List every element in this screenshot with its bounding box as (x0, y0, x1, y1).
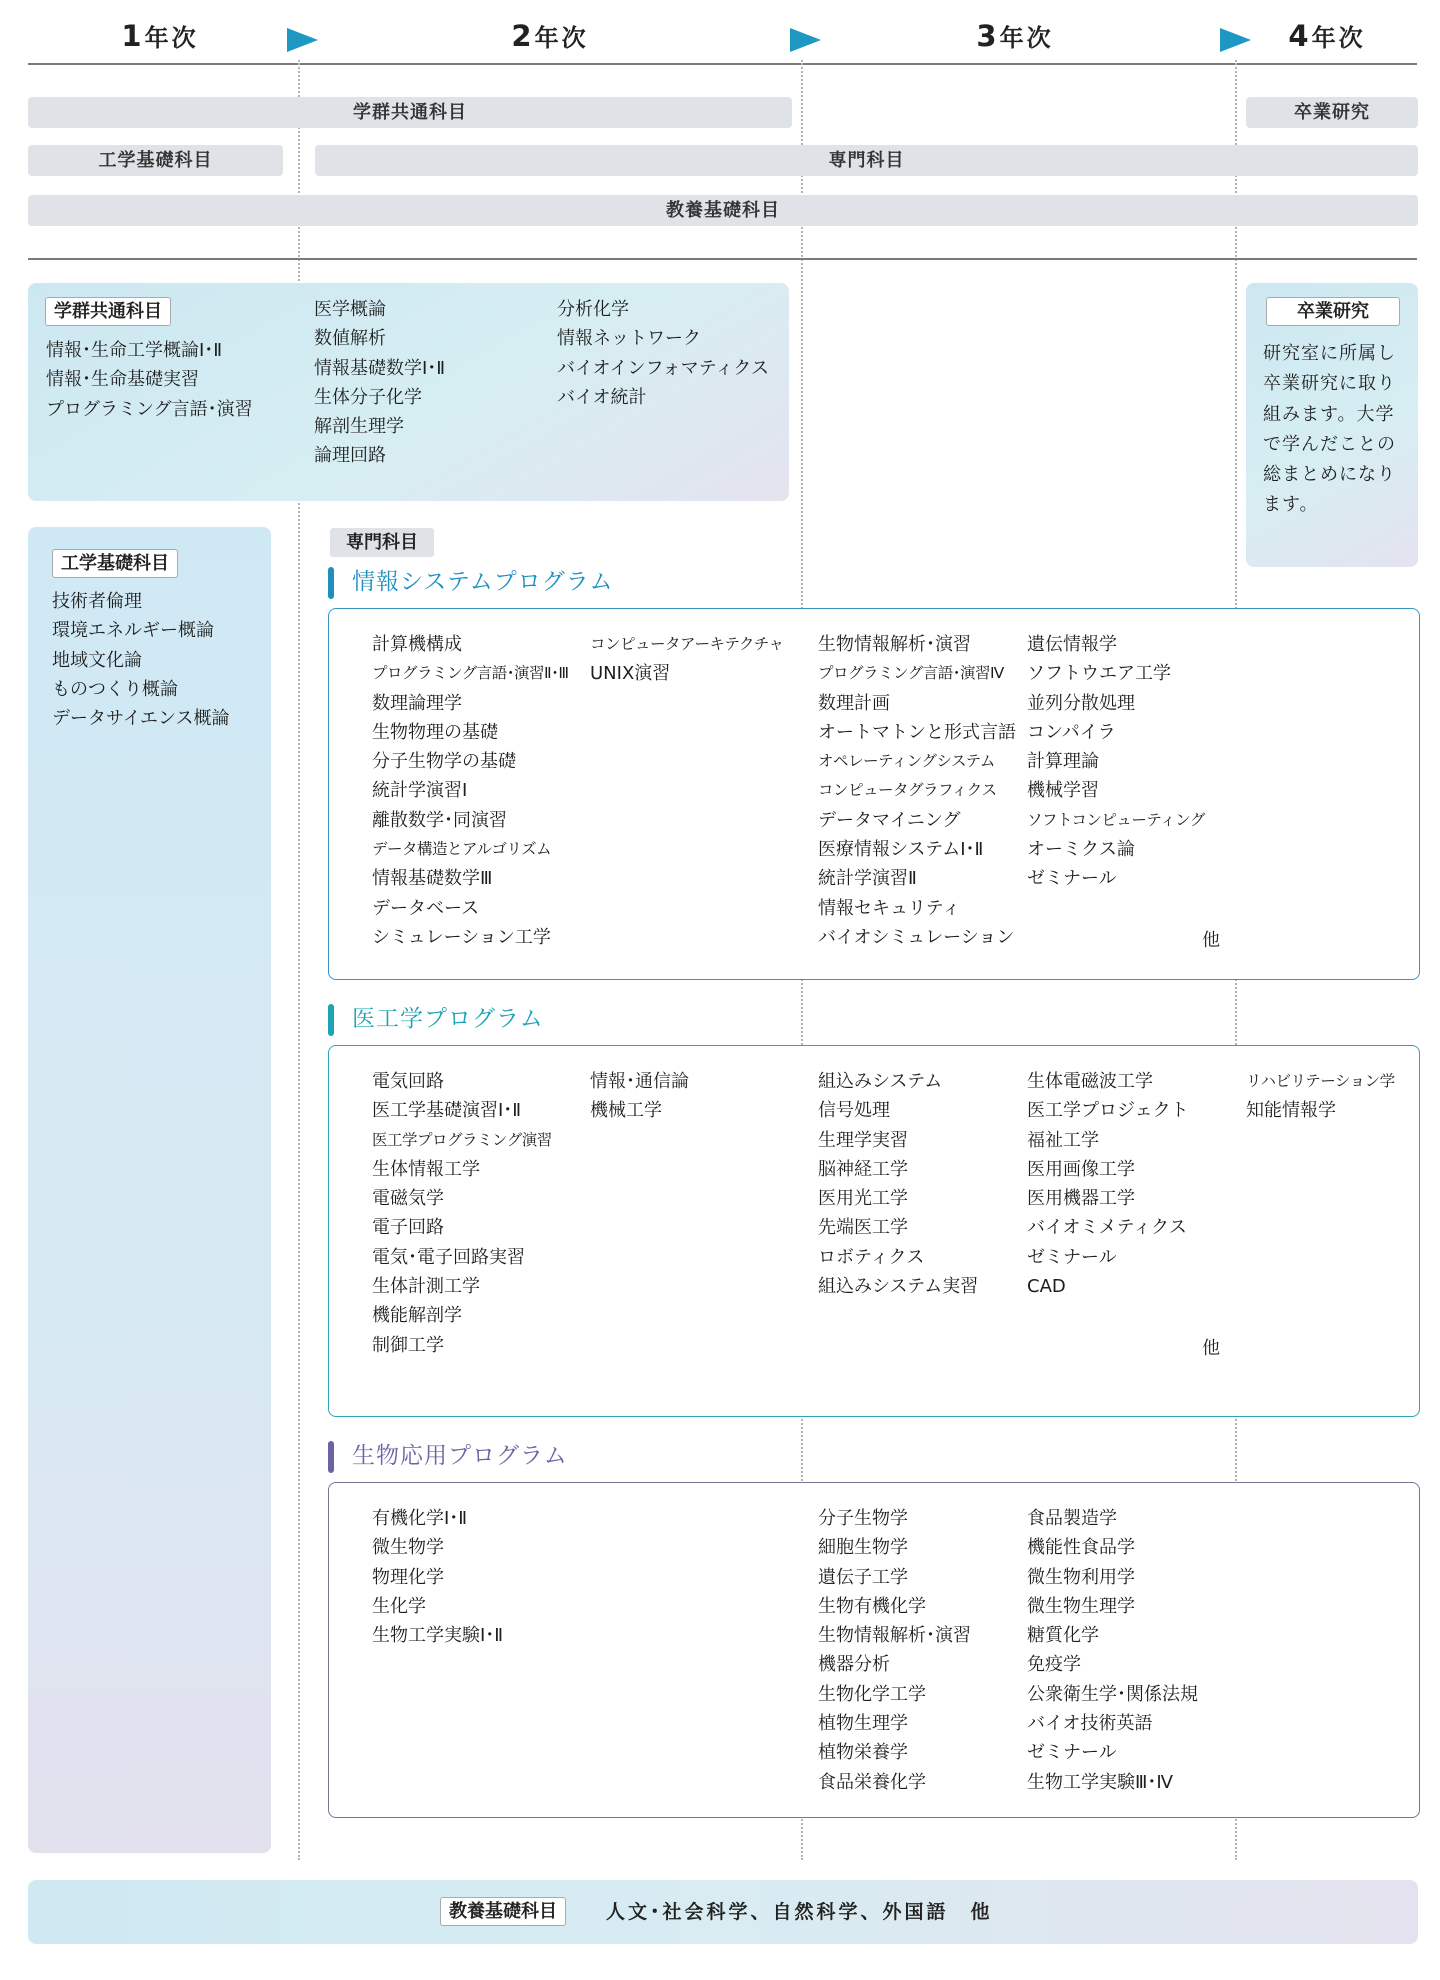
course-item: 医工学プロジェクト (1027, 1100, 1189, 1122)
course-item: 電気･電子回路実習 (372, 1246, 525, 1268)
course-item: 並列分散処理 (1027, 692, 1135, 714)
course-item: データマイニング (818, 809, 961, 831)
med-col3 (818, 1067, 978, 1301)
other-label: 他 (1202, 930, 1220, 951)
course-item: コンピュータグラフィクス (818, 781, 997, 800)
course-item: 植物生理学 (818, 1713, 908, 1735)
course-item: 統計学演習Ⅰ (372, 780, 468, 802)
course-item: 電磁気学 (372, 1188, 444, 1210)
course-item: 医用光工学 (818, 1188, 908, 1210)
course-item: 電気回路 (372, 1071, 444, 1092)
kougaku-list (52, 587, 229, 733)
course-item: 植物栄養学 (818, 1742, 908, 1764)
research-tag: 卒業研究 (1266, 297, 1400, 326)
course-item: 地域文化論 (52, 649, 142, 671)
course-item: 生体電磁波工学 (1027, 1071, 1153, 1092)
program-title-info: 情報システムプログラム (352, 569, 614, 595)
course-item: 計算機構成 (372, 634, 462, 655)
year-num: 2 (511, 19, 535, 53)
course-item: ものつくり概論 (52, 678, 178, 700)
course-item: 公衆衛生学･関係法規 (1027, 1683, 1198, 1705)
year-label: 年次 (999, 24, 1054, 52)
course-item: データサイエンス概論 (52, 708, 230, 730)
course-item: 微生物利用学 (1027, 1566, 1135, 1588)
research-description: 研究室に所属し卒業研究に取り組みます。大学で学んだことの総まとめになります。 (1263, 343, 1396, 516)
course-item: 組込みシステム実習 (818, 1276, 979, 1298)
program-marker (328, 1441, 334, 1473)
course-item: 生体情報工学 (372, 1158, 480, 1180)
gakugun-col2 (314, 295, 445, 471)
course-item: ロボティクス (818, 1246, 925, 1268)
program-marker (328, 567, 334, 599)
course-item: 生物情報解析･演習 (818, 1625, 971, 1647)
course-item: ゼミナール (1027, 1246, 1117, 1268)
course-item: ソフトコンピューティング (1027, 810, 1205, 829)
arrow-icon (287, 28, 318, 52)
info-col2 (590, 630, 783, 689)
senmon-tag: 専門科目 (330, 528, 434, 557)
course-item: 機械工学 (590, 1100, 662, 1122)
course-item: 生理学実習 (818, 1129, 908, 1151)
year-1 (115, 16, 205, 58)
course-item: 有機化学Ⅰ･Ⅱ (372, 1508, 468, 1529)
arrow-icon (790, 28, 821, 52)
course-item: 食品製造学 (1027, 1508, 1117, 1529)
course-item: ゼミナール (1027, 1742, 1117, 1764)
course-item: 知能情報学 (1246, 1100, 1336, 1122)
course-item: 論理回路 (314, 445, 386, 467)
course-item: 医学概論 (314, 299, 386, 320)
kougaku-tag: 工学基礎科目 (52, 549, 178, 578)
course-item: 医工学プログラミング演習 (372, 1130, 552, 1149)
course-item: 福祉工学 (1027, 1129, 1099, 1151)
course-item: 情報･生命工学概論Ⅰ･Ⅱ (46, 340, 223, 361)
info-col1 (372, 630, 569, 952)
course-item: 医療情報システムⅠ･Ⅱ (818, 839, 984, 861)
course-item: 信号処理 (818, 1100, 890, 1122)
header-divider (28, 63, 1417, 65)
info-col3 (818, 630, 1016, 952)
course-item: 分子生物学の基礎 (372, 751, 516, 773)
bar-senmon: 専門科目 (315, 145, 1418, 176)
course-item: 分析化学 (557, 299, 629, 320)
course-item: ソフトウエア工学 (1027, 663, 1171, 685)
year-4 (1282, 16, 1372, 58)
course-item: 制御工学 (372, 1334, 444, 1356)
bar-kyoyo: 教養基礎科目 (28, 195, 1418, 226)
year-2 (505, 16, 595, 58)
bio-col1 (372, 1504, 503, 1650)
course-item: 物理化学 (372, 1566, 444, 1588)
course-item: 先端医工学 (818, 1217, 908, 1239)
kyoyo-description: 人文･社会科学、自然科学、外国語 他 (606, 1901, 993, 1923)
course-item: 情報･生命基礎実習 (46, 369, 199, 391)
other-label: 他 (1202, 1338, 1220, 1359)
course-item: オートマトンと形式言語 (818, 721, 1016, 743)
course-item: 生化学 (372, 1595, 426, 1617)
course-item: 計算理論 (1027, 751, 1099, 773)
med-col2 (590, 1067, 689, 1126)
course-item: 数理論理学 (372, 692, 462, 714)
year-num: 1 (121, 19, 145, 53)
year-label: 年次 (534, 24, 589, 52)
year-num: 4 (1288, 19, 1312, 53)
kyoyo-tag: 教養基礎科目 (440, 1897, 566, 1926)
course-item: プログラミング言語･演習Ⅱ･Ⅲ (372, 664, 569, 683)
course-item: バイオミメティクス (1027, 1217, 1187, 1239)
course-item: 組込みシステム (818, 1071, 943, 1092)
course-item: バイオ技術英語 (1027, 1713, 1153, 1735)
course-item: コンピュータアーキテクチャ (590, 635, 784, 653)
course-item: 微生物生理学 (1027, 1595, 1135, 1617)
course-item: 数理計画 (818, 692, 890, 714)
course-item: 遺伝情報学 (1027, 634, 1117, 655)
bar-gakugun: 学群共通科目 (28, 97, 792, 128)
med-col1 (372, 1067, 552, 1360)
course-item: バイオインフォマティクス (557, 357, 770, 379)
course-item: データベース (372, 897, 480, 919)
course-item: コンパイラ (1027, 721, 1116, 743)
course-item: 生体分子化学 (314, 386, 422, 408)
course-item: 医工学基礎演習Ⅰ･Ⅱ (372, 1100, 522, 1122)
course-item: 機能性食品学 (1027, 1537, 1135, 1559)
course-item: 技術者倫理 (52, 591, 142, 612)
year-label: 年次 (1311, 24, 1366, 52)
course-item: 生物化学工学 (818, 1683, 926, 1705)
course-item: 医用画像工学 (1027, 1158, 1135, 1180)
course-item: バイオシミュレーション (818, 926, 1015, 948)
course-item: プログラミング言語･演習 (46, 398, 253, 420)
course-item: 医用機器工学 (1027, 1188, 1135, 1210)
course-item: 統計学演習Ⅱ (818, 868, 917, 890)
med-col4 (1027, 1067, 1189, 1301)
course-item: 情報セキュリティ (818, 897, 961, 919)
course-item: データ構造とアルゴリズム (372, 840, 552, 859)
year-num: 3 (976, 19, 1000, 53)
course-item: 微生物学 (372, 1537, 444, 1559)
bar-kougaku: 工学基礎科目 (28, 145, 283, 176)
course-item: オーミクス論 (1027, 839, 1135, 861)
section-divider (28, 258, 1417, 260)
course-item: ゼミナール (1027, 868, 1117, 890)
course-item: 免疫学 (1027, 1654, 1081, 1676)
arrow-icon (1220, 28, 1251, 52)
course-item: 生物物理の基礎 (372, 721, 498, 743)
course-item: 数値解析 (314, 328, 386, 350)
year-label: 年次 (144, 24, 199, 52)
gakugun-col1 (46, 336, 253, 424)
course-item: 機能解剖学 (372, 1305, 462, 1327)
course-item: 糖質化学 (1027, 1625, 1099, 1647)
course-item: 遺伝子工学 (818, 1566, 908, 1588)
course-item: 情報ネットワーク (557, 328, 701, 350)
info-col4 (1027, 630, 1205, 894)
course-item: CAD (1027, 1276, 1066, 1298)
course-item: オペレーティングシステム (818, 752, 995, 771)
course-item: バイオ統計 (557, 386, 647, 408)
program-marker (328, 1004, 334, 1036)
course-item: 機械学習 (1027, 780, 1099, 802)
bio-col4 (1027, 1504, 1198, 1797)
med-col5 (1246, 1067, 1395, 1126)
course-item: 生物有機化学 (818, 1595, 926, 1617)
course-item: 機器分析 (818, 1654, 890, 1676)
course-item: UNIX演習 (590, 663, 671, 685)
program-title-bio: 生物応用プログラム (352, 1443, 568, 1469)
year-3 (970, 16, 1060, 58)
course-item: 生体計測工学 (372, 1276, 480, 1298)
course-item: 情報･通信論 (590, 1071, 689, 1092)
course-item: 環境エネルギー概論 (52, 620, 214, 642)
course-item: リハビリテーション学 (1246, 1072, 1395, 1090)
course-item: 細胞生物学 (818, 1537, 908, 1559)
course-item: 解剖生理学 (314, 416, 404, 438)
course-item: 食品栄養化学 (818, 1771, 926, 1793)
gakugun-tag: 学群共通科目 (45, 297, 171, 326)
course-item: プログラミング言語･演習Ⅳ (818, 664, 1004, 683)
bar-sotsugyo: 卒業研究 (1246, 97, 1418, 128)
course-item: 情報基礎数学Ⅲ (372, 868, 493, 890)
course-item: 生物情報解析･演習 (818, 634, 971, 655)
bio-col3 (818, 1504, 971, 1797)
course-item: シミュレーション工学 (372, 926, 551, 948)
course-item: 生物工学実験Ⅲ･Ⅳ (1027, 1771, 1174, 1793)
course-item: 離散数学･同演習 (372, 809, 507, 831)
program-title-med: 医工学プログラム (352, 1006, 544, 1032)
course-item: 分子生物学 (818, 1508, 908, 1529)
gakugun-col3 (557, 295, 769, 412)
course-item: 電子回路 (372, 1217, 444, 1239)
course-item: 脳神経工学 (818, 1158, 908, 1180)
course-item: 情報基礎数学Ⅰ･Ⅱ (314, 357, 446, 379)
course-item: 生物工学実験Ⅰ･Ⅱ (372, 1625, 504, 1647)
